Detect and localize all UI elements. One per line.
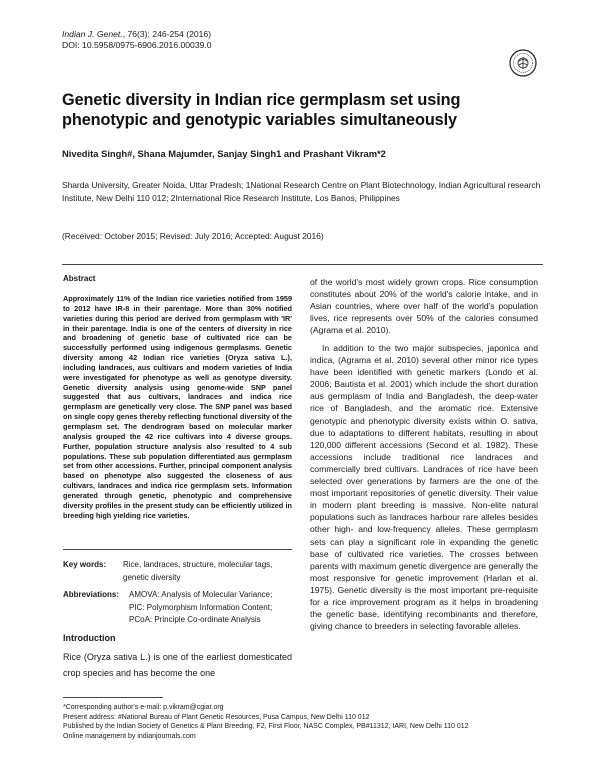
- author-list: Nivedita Singh#, Shana Majumder, Sanjay Singh1 and Prashant Vikram*2: [62, 148, 386, 159]
- journal-header: [62, 29, 212, 51]
- abstract-rule: [63, 549, 292, 550]
- footnote: Online management by indianjournals.com: [63, 732, 196, 740]
- abbreviation-item: PIC: Polymorphism Information Content;: [129, 602, 273, 612]
- abstract-text: Approximately 11% of the Indian rice varieties notified from 1959 to 2012 have IR-8 in their parentage. More than 30% notified varieties during this period are derived from germplasm with 'IR' in their parentage. India is one of the centers of diversity in rice and broadening of genetic base of cultivated rice can be successfully performed using indigenous germplasms. Genetic diversity among 42 Indian rice varieties (Oryza sativa L.), including landraces, aus cultivars and modern varieties of India were investigated for phenotype as well as genotype diversity. Genetic diversity analysis using genome-wide SNP panel suggested that aus cultivars, landraces and indica rice germplasm are genetically very close. The SNP panel was based on single copy genes thereby reflecting functional diversity of the germplasm set. The dendrogram based on molecular marker analysis grouped the 42 rice cultivars into 4 diverse groups. Further, population structure analysis also resulted to 4 sub populations. These sub population differentiated aus germplasm set from other accessions. Further, principal component analysis based on phenotype also suggested the closeness of aus cultivars, landraces and indica rice germplasm sets. Information generated through genetic, phenotypic and comprehensive diversity profiles in the present study can be efficiently utilized in breeding high yielding rice varieties.: [63, 294, 292, 520]
- abbreviation-item: AMOVA: Analysis of Molecular Variance;: [129, 590, 273, 599]
- affiliations: Sharda University, Greater Noida, Uttar Pradesh; 1National Research Centre on Plant Biotechnology, Indian Agricultural research Institute, New Delhi 110 012; 2International Rice Research Institute, Los Banos, Philippines: [62, 180, 541, 203]
- keywords-label: Key words:: [63, 560, 107, 569]
- footnote: *Corresponding author's e-mail: p.vikram@cgiar.org: [63, 704, 224, 711]
- received-dates: (Received: October 2015; Revised: July 2016; Accepted: August 2016): [62, 231, 324, 241]
- keywords: [63, 559, 292, 585]
- journal-citation: , 76(3): 246-254 (2016): [122, 29, 212, 39]
- journal-name: Indian J. Genet.: [62, 29, 123, 39]
- paper-title: Genetic diversity in Indian rice germplasm set using phenotypic and genotypic variables simultaneously: [62, 91, 461, 129]
- abbreviations-list: [129, 589, 291, 627]
- footnotes: [63, 703, 543, 741]
- introduction-text: Rice (Oryza sativa L.) is one of the earliest domesticated crop species and has become the one: [63, 652, 292, 678]
- footnote: Published by the Indian Society of Genetics & Plant Breeding, F2, First Floor, NASC Complex, PB#11312, IARI, New Delhi 110 012: [63, 723, 469, 731]
- society-seal-icon: [509, 49, 537, 77]
- doi: DOI: 10.5958/0975-6906.2016.00039.0: [62, 40, 212, 50]
- abstract-heading: Abstract: [63, 274, 96, 283]
- introduction-heading: Introduction: [63, 633, 116, 643]
- keywords-value: Rice, landraces, structure, molecular tags, genetic diversity: [123, 560, 273, 582]
- body-paragraph: In addition to the two major subspecies, japonica and indica, (Agrama et al. 2010) several other minor rice types have been identified with genetic markers (Londo et al. 2006; Bautista et al. 2001) which include the short duration aus germplasm of India and Bangladesh, the deep-water rice of Bangladesh, and the aromatic rice. Extensive genotypic and phenotypic diversity exists within O. sativa, due to adaptations to different habitats, resulting in about 120,000 different accessions (Second et al. 1982). These accessions include traditional rice landraces and commercially bred cultivars. Landraces of rice have been selected over generations by farmers are the one of the most important repositories of genetic diversity. Their value in modern plant breeding is massive. Non-elite natural populations such as landraces harbour rare alleles besides other high- and low-frequency alleles. These germplasm sets can play a significant role in expanding the genetic base of cultivated rice varieties. The crosses between parents with maximum genetic divergence are generally the most responsive for genetic improvement (Harlan et al. 1975). Genetic diversity is the most important pre-requisite for a rice improvement program as it helps in broadening the genetic base, identifying recombinants and therefore, giving chance to breeders in selecting favorable alleles.: [310, 343, 538, 632]
- footnote: Present address: #National Bureau of Plant Genetic Resources, Pusa Campus, New Delhi 110 012: [63, 713, 370, 721]
- abbreviations-label: Abbreviations:: [63, 590, 120, 599]
- footnote-rule: [63, 697, 163, 698]
- header-rule: [62, 264, 543, 265]
- abbreviation-item: PCoA: Principle Co-ordinate Analysis: [129, 615, 261, 624]
- body-paragraph: of the world's most widely grown crops. Rice consumption constitutes about 20% of the world's calorie intake, and in Asian countries, where over half of the world's population lives, rice represents over 50% of the calories consumed (Agrama et al. 2010).: [310, 277, 538, 336]
- abbreviations: [63, 589, 292, 629]
